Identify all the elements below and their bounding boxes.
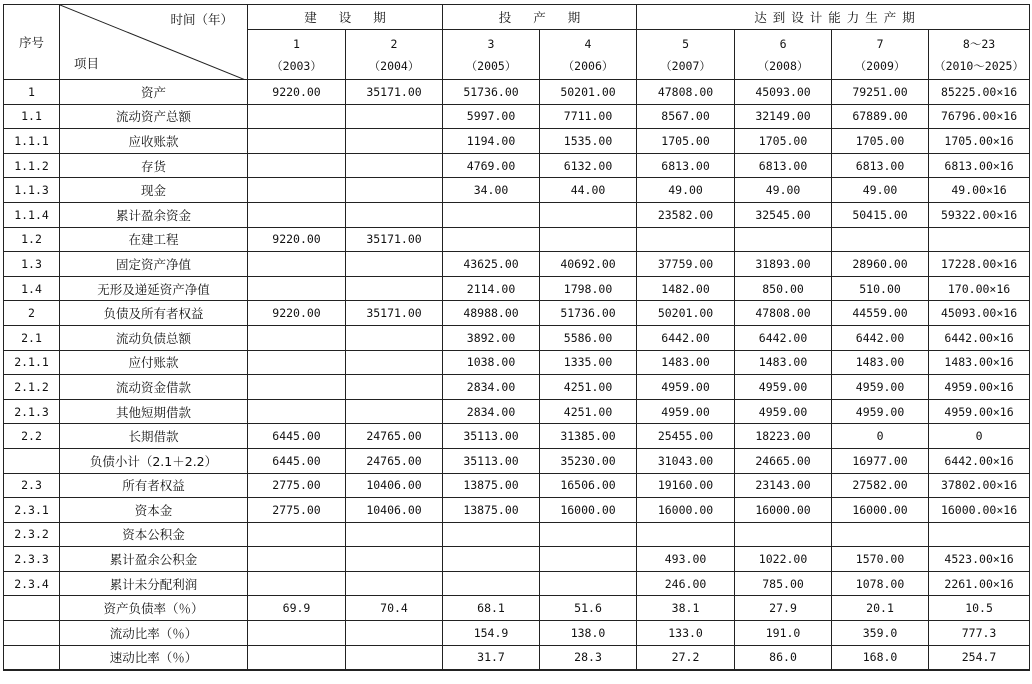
value-cell: 4959.00×16	[929, 399, 1030, 424]
period-header-1	[248, 30, 346, 80]
value-cell: 4251.00	[540, 375, 637, 400]
value-cell	[346, 522, 443, 547]
period-number: 1	[293, 36, 300, 51]
value-cell	[443, 571, 540, 596]
value-cell: 191.0	[735, 621, 832, 646]
value-cell: 16000.00×16	[929, 498, 1030, 523]
value-cell: 1705.00	[832, 129, 929, 154]
header-row-phases	[4, 5, 1030, 30]
value-cell: 785.00	[735, 571, 832, 596]
value-cell: 27.2	[637, 645, 735, 670]
value-cell: 24665.00	[735, 448, 832, 473]
value-cell: 23143.00	[735, 473, 832, 498]
table-row	[4, 202, 1030, 227]
value-cell: 37802.00×16	[929, 473, 1030, 498]
period-header-4	[540, 30, 637, 80]
row-item-cell: 累计盈余资金	[60, 202, 248, 227]
value-cell: 168.0	[832, 645, 929, 670]
value-cell	[540, 522, 637, 547]
value-cell: 31.7	[443, 645, 540, 670]
row-seq-cell: 2.3.4	[4, 571, 60, 596]
value-cell: 40692.00	[540, 252, 637, 277]
row-seq-cell: 2.3.1	[4, 498, 60, 523]
value-cell: 16000.00	[735, 498, 832, 523]
row-seq-cell: 2.2	[4, 424, 60, 449]
value-cell: 1705.00	[637, 129, 735, 154]
value-cell	[540, 547, 637, 572]
value-cell: 16000.00	[540, 498, 637, 523]
value-cell	[346, 399, 443, 424]
value-cell	[443, 522, 540, 547]
value-cell	[346, 621, 443, 646]
value-cell: 1483.00	[735, 350, 832, 375]
value-cell	[832, 227, 929, 252]
value-cell: 51736.00	[443, 80, 540, 105]
value-cell	[248, 325, 346, 350]
value-cell	[248, 129, 346, 154]
value-cell: 1570.00	[832, 547, 929, 572]
value-cell	[248, 276, 346, 301]
value-cell: 49.00	[735, 178, 832, 203]
value-cell: 4251.00	[540, 399, 637, 424]
table-row	[4, 424, 1030, 449]
row-item-cell: 所有者权益	[60, 473, 248, 498]
value-cell: 1483.00	[637, 350, 735, 375]
value-cell: 32545.00	[735, 202, 832, 227]
table-row	[4, 448, 1030, 473]
value-cell: 4959.00	[735, 375, 832, 400]
value-cell: 6813.00	[832, 153, 929, 178]
value-cell: 6445.00	[248, 424, 346, 449]
value-cell: 27582.00	[832, 473, 929, 498]
row-seq-cell: 1.3	[4, 252, 60, 277]
value-cell: 51.6	[540, 596, 637, 621]
table-row	[4, 252, 1030, 277]
value-cell: 69.9	[248, 596, 346, 621]
value-cell: 777.3	[929, 621, 1030, 646]
value-cell: 28.3	[540, 645, 637, 670]
value-cell: 16000.00	[832, 498, 929, 523]
table-row	[4, 104, 1030, 129]
value-cell: 24765.00	[346, 424, 443, 449]
value-cell	[540, 571, 637, 596]
value-cell: 50201.00	[540, 80, 637, 105]
value-cell: 4523.00×16	[929, 547, 1030, 572]
value-cell	[346, 104, 443, 129]
value-cell: 49.00	[637, 178, 735, 203]
table-row	[4, 178, 1030, 203]
row-seq-cell: 2.3.3	[4, 547, 60, 572]
period-number: 6	[779, 36, 787, 51]
value-cell: 6132.00	[540, 153, 637, 178]
table-row	[4, 375, 1030, 400]
row-seq-cell: 1.1.3	[4, 178, 60, 203]
value-cell: 1482.00	[637, 276, 735, 301]
table-row	[4, 473, 1030, 498]
value-cell: 10406.00	[346, 498, 443, 523]
row-item-cell: 应付账款	[60, 350, 248, 375]
value-cell: 138.0	[540, 621, 637, 646]
value-cell: 17228.00×16	[929, 252, 1030, 277]
value-cell	[735, 227, 832, 252]
value-cell: 16977.00	[832, 448, 929, 473]
value-cell	[248, 350, 346, 375]
row-item-cell: 资本金	[60, 498, 248, 523]
value-cell: 79251.00	[832, 80, 929, 105]
value-cell	[248, 522, 346, 547]
value-cell: 49.00×16	[929, 178, 1030, 203]
row-item-cell: 累计未分配利润	[60, 571, 248, 596]
value-cell: 50201.00	[637, 301, 735, 326]
table-row	[4, 621, 1030, 646]
value-cell: 2775.00	[248, 473, 346, 498]
balance-sheet-document	[3, 4, 1030, 671]
period-year: （2003）	[271, 58, 322, 73]
value-cell	[540, 227, 637, 252]
value-cell: 35171.00	[346, 80, 443, 105]
value-cell	[346, 178, 443, 203]
table-row	[4, 547, 1030, 572]
value-cell: 37759.00	[637, 252, 735, 277]
value-cell: 13875.00	[443, 498, 540, 523]
value-cell: 23582.00	[637, 202, 735, 227]
value-cell: 48988.00	[443, 301, 540, 326]
value-cell: 4959.00	[637, 399, 735, 424]
value-cell: 0	[832, 424, 929, 449]
value-cell: 32149.00	[735, 104, 832, 129]
row-item-cell: 流动资产总额	[60, 104, 248, 129]
value-cell: 5586.00	[540, 325, 637, 350]
period-year: （2010～2025）	[934, 58, 1024, 73]
value-cell: 1483.00	[832, 350, 929, 375]
value-cell	[248, 399, 346, 424]
value-cell: 6442.00×16	[929, 448, 1030, 473]
row-seq-cell: 1.1.2	[4, 153, 60, 178]
value-cell: 6442.00×16	[929, 325, 1030, 350]
row-item-cell: 累计盈余公积金	[60, 547, 248, 572]
row-item-cell: 速动比率（％）	[60, 645, 248, 670]
value-cell: 76796.00×16	[929, 104, 1030, 129]
period-number: 3	[487, 36, 495, 51]
value-cell: 35113.00	[443, 424, 540, 449]
value-cell: 35230.00	[540, 448, 637, 473]
row-seq-cell	[4, 621, 60, 646]
value-cell: 9220.00	[248, 227, 346, 252]
value-cell: 50415.00	[832, 202, 929, 227]
value-cell: 31385.00	[540, 424, 637, 449]
row-seq-cell: 2.3	[4, 473, 60, 498]
value-cell: 6813.00	[735, 153, 832, 178]
table-row	[4, 498, 1030, 523]
value-cell: 6442.00	[637, 325, 735, 350]
period-number: 7	[876, 36, 884, 51]
value-cell: 24765.00	[346, 448, 443, 473]
value-cell: 28960.00	[832, 252, 929, 277]
row-seq-cell: 2.3.2	[4, 522, 60, 547]
value-cell: 86.0	[735, 645, 832, 670]
value-cell	[346, 129, 443, 154]
period-header-3	[443, 30, 540, 80]
value-cell: 359.0	[832, 621, 929, 646]
value-cell: 18223.00	[735, 424, 832, 449]
value-cell: 51736.00	[540, 301, 637, 326]
table-row	[4, 522, 1030, 547]
value-cell: 85225.00×16	[929, 80, 1030, 105]
value-cell: 2114.00	[443, 276, 540, 301]
row-seq-cell: 1.4	[4, 276, 60, 301]
value-cell: 1705.00	[735, 129, 832, 154]
value-cell	[637, 522, 735, 547]
row-item-cell: 负债及所有者权益	[60, 301, 248, 326]
row-item-cell: 长期借款	[60, 424, 248, 449]
diagonal-header-cell	[60, 5, 248, 80]
value-cell: 44.00	[540, 178, 637, 203]
value-cell	[248, 178, 346, 203]
value-cell: 1705.00×16	[929, 129, 1030, 154]
row-seq-cell: 2.1	[4, 325, 60, 350]
value-cell: 1335.00	[540, 350, 637, 375]
value-cell: 45093.00	[735, 80, 832, 105]
value-cell: 9220.00	[248, 80, 346, 105]
value-cell: 1483.00×16	[929, 350, 1030, 375]
value-cell: 4959.00	[832, 375, 929, 400]
value-cell: 45093.00×16	[929, 301, 1030, 326]
item-label: 项目	[74, 56, 100, 71]
row-seq-cell	[4, 596, 60, 621]
row-seq-cell: 2	[4, 301, 60, 326]
row-item-cell: 资产	[60, 80, 248, 105]
value-cell: 6813.00	[637, 153, 735, 178]
value-cell	[929, 522, 1030, 547]
period-year: （2006）	[562, 58, 614, 73]
value-cell: 1078.00	[832, 571, 929, 596]
period-year: （2008）	[757, 58, 809, 73]
value-cell: 0	[929, 424, 1030, 449]
value-cell: 510.00	[832, 276, 929, 301]
value-cell: 43625.00	[443, 252, 540, 277]
row-item-cell: 流动资金借款	[60, 375, 248, 400]
value-cell	[443, 547, 540, 572]
value-cell: 1798.00	[540, 276, 637, 301]
table-row	[4, 596, 1030, 621]
value-cell: 49.00	[832, 178, 929, 203]
table-row	[4, 80, 1030, 105]
value-cell	[248, 104, 346, 129]
table-row	[4, 129, 1030, 154]
value-cell: 10.5	[929, 596, 1030, 621]
value-cell	[346, 325, 443, 350]
value-cell: 16000.00	[637, 498, 735, 523]
value-cell: 59322.00×16	[929, 202, 1030, 227]
value-cell	[735, 522, 832, 547]
row-seq-cell: 1.2	[4, 227, 60, 252]
value-cell: 246.00	[637, 571, 735, 596]
value-cell: 31893.00	[735, 252, 832, 277]
row-seq-cell: 2.1.1	[4, 350, 60, 375]
value-cell	[540, 202, 637, 227]
table-row	[4, 301, 1030, 326]
row-seq-cell: 1.1	[4, 104, 60, 129]
value-cell	[248, 202, 346, 227]
value-cell	[443, 227, 540, 252]
table-row	[4, 227, 1030, 252]
value-cell: 7711.00	[540, 104, 637, 129]
value-cell: 16506.00	[540, 473, 637, 498]
value-cell: 47808.00	[637, 80, 735, 105]
period-year: （2007）	[660, 58, 711, 73]
period-year: （2009）	[854, 58, 906, 73]
value-cell	[346, 645, 443, 670]
seq-header: 序号	[4, 5, 60, 80]
row-item-cell: 在建工程	[60, 227, 248, 252]
value-cell: 8567.00	[637, 104, 735, 129]
value-cell: 10406.00	[346, 473, 443, 498]
row-seq-cell: 1.1.4	[4, 202, 60, 227]
row-item-cell: 存货	[60, 153, 248, 178]
value-cell: 6442.00	[735, 325, 832, 350]
value-cell	[248, 645, 346, 670]
value-cell	[346, 252, 443, 277]
value-cell: 20.1	[832, 596, 929, 621]
value-cell	[248, 375, 346, 400]
value-cell: 6813.00×16	[929, 153, 1030, 178]
value-cell: 35171.00	[346, 227, 443, 252]
value-cell	[346, 571, 443, 596]
period-year: （2005）	[465, 58, 517, 73]
value-cell: 35113.00	[443, 448, 540, 473]
value-cell: 2261.00×16	[929, 571, 1030, 596]
value-cell: 27.9	[735, 596, 832, 621]
row-item-cell: 其他短期借款	[60, 399, 248, 424]
value-cell	[929, 227, 1030, 252]
table-row	[4, 350, 1030, 375]
value-cell: 2834.00	[443, 375, 540, 400]
value-cell: 70.4	[346, 596, 443, 621]
period-number: 4	[584, 36, 592, 51]
value-cell	[248, 547, 346, 572]
value-cell	[346, 202, 443, 227]
period-header-7	[832, 30, 929, 80]
value-cell: 4959.00×16	[929, 375, 1030, 400]
value-cell: 254.7	[929, 645, 1030, 670]
row-seq-cell: 2.1.2	[4, 375, 60, 400]
table-row	[4, 571, 1030, 596]
value-cell: 2834.00	[443, 399, 540, 424]
value-cell: 68.1	[443, 596, 540, 621]
row-seq-cell: 2.1.3	[4, 399, 60, 424]
value-cell: 4769.00	[443, 153, 540, 178]
value-cell: 9220.00	[248, 301, 346, 326]
value-cell: 133.0	[637, 621, 735, 646]
row-item-cell: 流动负债总额	[60, 325, 248, 350]
row-item-cell: 资产负债率（％）	[60, 596, 248, 621]
value-cell: 67889.00	[832, 104, 929, 129]
period-number: 5	[682, 36, 689, 51]
value-cell	[346, 350, 443, 375]
value-cell: 154.9	[443, 621, 540, 646]
table-row	[4, 153, 1030, 178]
value-cell	[346, 547, 443, 572]
row-seq-cell	[4, 645, 60, 670]
table-row	[4, 399, 1030, 424]
value-cell: 3892.00	[443, 325, 540, 350]
value-cell: 1022.00	[735, 547, 832, 572]
value-cell: 6445.00	[248, 448, 346, 473]
period-year: （2004）	[368, 58, 420, 73]
value-cell: 35171.00	[346, 301, 443, 326]
row-seq-cell: 1	[4, 80, 60, 105]
value-cell: 493.00	[637, 547, 735, 572]
value-cell	[346, 153, 443, 178]
value-cell: 4959.00	[637, 375, 735, 400]
table-row	[4, 276, 1030, 301]
row-item-cell: 应收账款	[60, 129, 248, 154]
value-cell	[637, 227, 735, 252]
row-item-cell: 无形及递延资产净值	[60, 276, 248, 301]
value-cell	[443, 202, 540, 227]
value-cell: 850.00	[735, 276, 832, 301]
phase-commissioning: 投 产 期	[443, 5, 637, 30]
row-item-cell: 流动比率（％）	[60, 621, 248, 646]
period-header-5	[637, 30, 735, 80]
value-cell: 170.00×16	[929, 276, 1030, 301]
value-cell: 1038.00	[443, 350, 540, 375]
phase-full-production: 达到设计能力生产期	[637, 5, 1030, 30]
period-header-8	[929, 30, 1030, 80]
period-number: 2	[390, 36, 398, 51]
value-cell: 1535.00	[540, 129, 637, 154]
row-seq-cell	[4, 448, 60, 473]
value-cell	[346, 276, 443, 301]
value-cell: 4959.00	[735, 399, 832, 424]
value-cell	[248, 153, 346, 178]
time-label: 时间（年）	[170, 12, 233, 27]
value-cell	[248, 252, 346, 277]
value-cell: 5997.00	[443, 104, 540, 129]
row-item-cell: 资本公积金	[60, 522, 248, 547]
value-cell	[248, 571, 346, 596]
table-row	[4, 645, 1030, 670]
row-item-cell: 现金	[60, 178, 248, 203]
value-cell: 34.00	[443, 178, 540, 203]
period-number: 8～23	[962, 36, 996, 51]
table-row	[4, 325, 1030, 350]
value-cell	[248, 621, 346, 646]
value-cell: 25455.00	[637, 424, 735, 449]
value-cell: 44559.00	[832, 301, 929, 326]
value-cell: 47808.00	[735, 301, 832, 326]
row-item-cell: 负债小计（2.1＋2.2）	[60, 448, 248, 473]
phase-construction: 建 设 期	[248, 5, 443, 30]
row-seq-cell: 1.1.1	[4, 129, 60, 154]
value-cell: 31043.00	[637, 448, 735, 473]
value-cell: 1194.00	[443, 129, 540, 154]
value-cell: 19160.00	[637, 473, 735, 498]
value-cell: 38.1	[637, 596, 735, 621]
period-header-6	[735, 30, 832, 80]
value-cell	[346, 375, 443, 400]
value-cell: 4959.00	[832, 399, 929, 424]
period-header-2	[346, 30, 443, 80]
value-cell: 2775.00	[248, 498, 346, 523]
balance-sheet-table	[3, 4, 1030, 671]
value-cell: 13875.00	[443, 473, 540, 498]
value-cell	[832, 522, 929, 547]
row-item-cell: 固定资产净值	[60, 252, 248, 277]
value-cell: 6442.00	[832, 325, 929, 350]
